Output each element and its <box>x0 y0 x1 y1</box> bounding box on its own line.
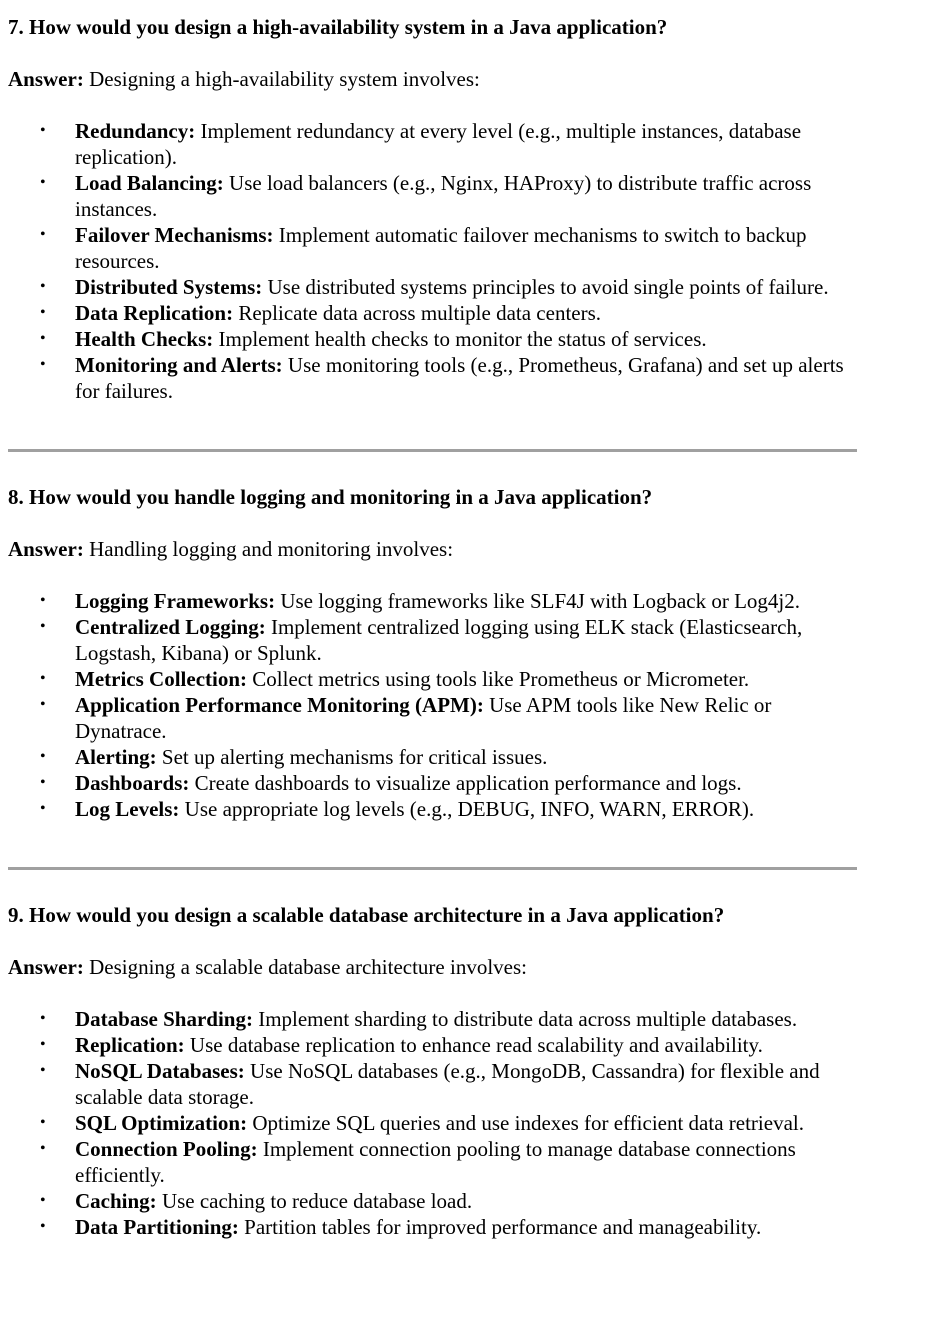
bullet-icon: • <box>40 356 46 373</box>
answer-text: Handling logging and monitoring involves: <box>83 537 454 561</box>
section-q9 <box>8 902 858 1240</box>
answer-intro <box>8 954 858 980</box>
bullet-icon: • <box>40 618 46 635</box>
answer-intro <box>8 536 858 562</box>
answer-list <box>8 1006 858 1240</box>
item-term: Metrics Collection: <box>75 667 248 691</box>
item-text: Optimize SQL queries and use indexes for efficient data retrieval. <box>247 1111 804 1135</box>
item-term: Log Levels: <box>75 797 180 821</box>
list-item <box>8 1214 865 1240</box>
item-term: Logging Frameworks: <box>75 589 276 613</box>
list-item <box>8 1058 865 1110</box>
item-text: Use logging frameworks like SLF4J with Logback or Log4j2. <box>275 589 801 613</box>
bullet-icon: • <box>40 696 46 713</box>
list-item <box>8 1136 865 1188</box>
item-text: Use NoSQL databases (e.g., MongoDB, Cassandra) for flexible and scalable data storage. <box>75 1059 820 1109</box>
bullet-icon: • <box>40 1114 46 1131</box>
bullet-icon: • <box>40 1192 46 1209</box>
item-term: Alerting: <box>75 745 157 769</box>
answer-label: Answer: <box>8 537 84 561</box>
list-item <box>8 326 865 352</box>
bullet-icon: • <box>40 1218 46 1235</box>
item-text: Use distributed systems principles to avoid single points of failure. <box>262 275 829 299</box>
item-text: Partition tables for improved performance and manageability. <box>238 1215 762 1239</box>
item-term: NoSQL Databases: <box>75 1059 245 1083</box>
bullet-icon: • <box>40 1036 46 1053</box>
bullet-icon: • <box>40 304 46 321</box>
item-text: Implement sharding to distribute data across multiple databases. <box>252 1007 798 1031</box>
answer-list <box>8 588 858 822</box>
list-item <box>8 614 865 666</box>
bullet-icon: • <box>40 1062 46 1079</box>
item-term: Replication: <box>75 1033 185 1057</box>
item-text: Implement redundancy at every level (e.g., multiple instances, database replication). <box>75 119 802 169</box>
bullet-icon: • <box>40 592 46 609</box>
item-term: Caching: <box>75 1189 157 1213</box>
bullet-icon: • <box>40 1010 46 1027</box>
item-text: Use APM tools like New Relic or Dynatrace. <box>75 693 772 743</box>
list-item <box>8 170 865 222</box>
item-term: Dashboards: <box>75 771 190 795</box>
item-text: Use caching to reduce database load. <box>156 1189 473 1213</box>
list-item <box>8 588 865 614</box>
item-term: Data Replication: <box>75 301 234 325</box>
bullet-icon: • <box>40 278 46 295</box>
item-term: Database Sharding: <box>75 1007 253 1031</box>
item-text: Replicate data across multiple data centers. <box>233 301 602 325</box>
item-term: Data Partitioning: <box>75 1215 239 1239</box>
answer-text: Designing a high-availability system involves: <box>83 67 480 91</box>
item-term: SQL Optimization: <box>75 1111 248 1135</box>
list-item <box>8 118 865 170</box>
item-text: Implement health checks to monitor the status of services. <box>213 327 707 351</box>
item-text: Set up alerting mechanisms for critical issues. <box>156 745 548 769</box>
bullet-icon: • <box>40 174 46 191</box>
bullet-icon: • <box>40 330 46 347</box>
item-term: Application Performance Monitoring (APM): <box>75 693 484 717</box>
item-text: Create dashboards to visualize application performance and logs. <box>189 771 742 795</box>
list-item <box>8 1188 865 1214</box>
item-term: Health Checks: <box>75 327 214 351</box>
bullet-icon: • <box>40 800 46 817</box>
item-term: Load Balancing: <box>75 171 224 195</box>
item-term: Redundancy: <box>75 119 196 143</box>
item-term: Monitoring and Alerts: <box>75 353 283 377</box>
bullet-icon: • <box>40 670 46 687</box>
list-item <box>8 770 865 796</box>
item-text: Implement connection pooling to manage database connections efficiently. <box>75 1137 796 1187</box>
section-q8 <box>8 484 858 822</box>
question-heading: 9. How would you design a scalable database architecture in a Java application? <box>8 903 725 927</box>
answer-label: Answer: <box>8 955 84 979</box>
item-text: Implement centralized logging using ELK stack (Elasticsearch, Logstash, Kibana) or Splunk. <box>75 615 803 665</box>
list-item <box>8 796 865 822</box>
item-text: Use database replication to enhance read scalability and availability. <box>184 1033 763 1057</box>
bullet-icon: • <box>40 748 46 765</box>
item-text: Use load balancers (e.g., Nginx, HAProxy) to distribute traffic across instances. <box>75 171 812 221</box>
answer-list <box>8 118 858 404</box>
list-item <box>8 1006 865 1032</box>
list-item <box>8 1032 865 1058</box>
list-item <box>8 692 865 744</box>
bullet-icon: • <box>40 226 46 243</box>
question-heading: 8. How would you handle logging and monitoring in a Java application? <box>8 485 653 509</box>
item-text: Implement automatic failover mechanisms to switch to backup resources. <box>75 223 807 273</box>
item-text: Use appropriate log levels (e.g., DEBUG, INFO, WARN, ERROR). <box>179 797 755 821</box>
bullet-icon: • <box>40 1140 46 1157</box>
item-term: Failover Mechanisms: <box>75 223 274 247</box>
section-q7 <box>8 14 858 404</box>
item-term: Connection Pooling: <box>75 1137 258 1161</box>
list-item <box>8 352 865 404</box>
item-term: Distributed Systems: <box>75 275 263 299</box>
horizontal-divider <box>8 867 857 870</box>
list-item <box>8 666 865 692</box>
document-page <box>0 14 858 1240</box>
item-term: Centralized Logging: <box>75 615 266 639</box>
list-item <box>8 222 865 274</box>
answer-text: Designing a scalable database architecture involves: <box>83 955 527 979</box>
item-text: Use monitoring tools (e.g., Prometheus, Grafana) and set up alerts for failures. <box>75 353 844 403</box>
bullet-icon: • <box>40 122 46 139</box>
bullet-icon: • <box>40 774 46 791</box>
list-item <box>8 1110 865 1136</box>
horizontal-divider <box>8 449 857 452</box>
list-item <box>8 274 865 300</box>
question-heading: 7. How would you design a high-availability system in a Java application? <box>8 15 668 39</box>
item-text: Collect metrics using tools like Prometheus or Micrometer. <box>247 667 750 691</box>
list-item <box>8 744 865 770</box>
answer-label: Answer: <box>8 67 84 91</box>
answer-intro <box>8 66 858 92</box>
list-item <box>8 300 865 326</box>
